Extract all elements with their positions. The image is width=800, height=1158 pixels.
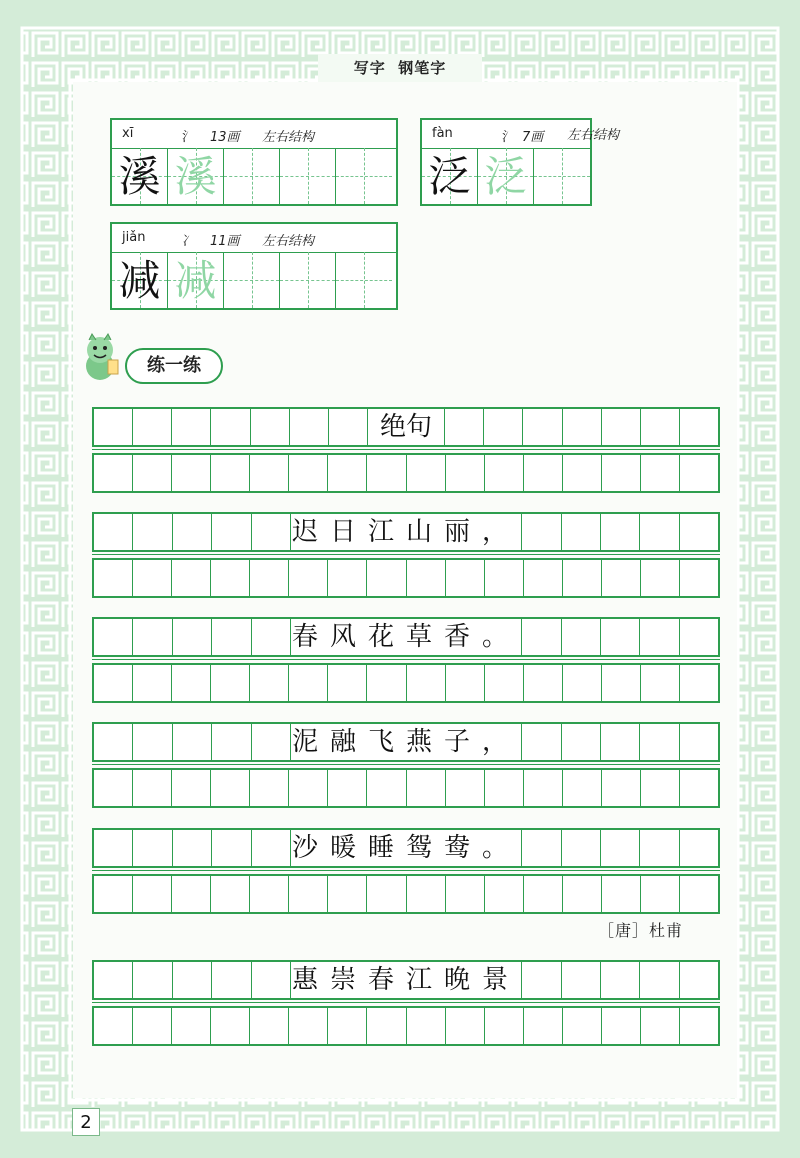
grid-cell [94,455,133,491]
grid-cell [680,409,718,445]
trace-cell [478,148,534,204]
grid-cell [601,724,640,760]
grid-cell [252,962,291,998]
guide-line [534,176,590,177]
grid-cell [407,455,446,491]
char-info-row [112,120,396,149]
grid-cell [562,619,601,655]
grid-cell [680,560,718,596]
page-number: 2 [72,1108,100,1136]
rule-line [92,449,720,450]
grid-cell [328,876,367,912]
grid-cell [94,409,133,445]
grid-cell [680,724,718,760]
rule-line [92,1002,720,1003]
poem-line-rows [92,617,720,711]
practice-section-label: 练一练 [125,348,223,384]
poem-title-rows [92,960,720,1054]
grid-cell [172,409,211,445]
grid-cell [251,409,290,445]
blank-writing-row[interactable] [92,558,720,598]
blank-cell[interactable] [224,148,280,204]
stroke-count: 7画 [522,130,544,145]
grid-cell [250,665,289,701]
guide-line [336,280,392,281]
grid-cell [290,409,329,445]
grid-cell [485,665,524,701]
poem-author: ［唐］杜甫 [598,921,684,940]
grid-cell [524,455,563,491]
grid-cell [133,619,172,655]
grid-cell [289,455,328,491]
grid-cell [211,876,250,912]
grid-cell [524,665,563,701]
grid-cell [211,455,250,491]
grid-cell [562,724,601,760]
grid-cell [446,560,485,596]
model-cell [112,252,168,308]
grid-cell [641,665,680,701]
grid-cell [640,514,679,550]
grid-cell [562,962,601,998]
grid-cell [601,830,640,866]
grid-cell [367,876,406,912]
grid-cell [94,830,133,866]
poem-title: 惠崇春江晚景 [291,962,522,998]
grid-cell [640,830,679,866]
grid-cell [211,1008,250,1044]
trace-cell [168,252,224,308]
grid-cell [680,962,718,998]
grid-cell [252,619,291,655]
grid-cell [524,1008,563,1044]
guide-line [224,176,279,177]
grid-cell [522,830,561,866]
structure: 左右结构 [262,130,315,145]
grid-cell [212,830,251,866]
grid-cell [563,770,602,806]
writing-row [92,960,720,1000]
grid-cell [94,665,133,701]
poem-line-rows [92,828,720,922]
grid-cell [602,665,641,701]
grid-cell [367,665,406,701]
grid-cell [133,724,172,760]
grid-cell [485,560,524,596]
grid-cell [563,560,602,596]
cartoon-mascot-icon [72,330,128,386]
pinyin: xī [122,126,134,141]
grid-cell [252,724,291,760]
model-cell [422,148,478,204]
blank-cell[interactable] [280,252,336,308]
grid-cell [680,1008,718,1044]
grid-cell [367,1008,406,1044]
writing-grid [112,148,396,204]
grid-cell [445,409,484,445]
grid-cell [211,409,250,445]
grid-cell [446,770,485,806]
grid-cell [446,665,485,701]
grid-cell [173,962,212,998]
grid-cell [563,409,602,445]
grid-cell [602,409,641,445]
grid-cell [329,409,368,445]
grid-cell [94,876,133,912]
grid-cell [522,724,561,760]
guide-line [280,280,335,281]
radical: 冫 [182,234,196,249]
grid-cell [641,455,680,491]
model-cell [112,148,168,204]
grid-cell [172,665,211,701]
grid-cell [563,665,602,701]
grid-cell [680,770,718,806]
writing-row [92,407,720,447]
rule-line [92,870,720,871]
grid-cell [289,1008,328,1044]
blank-writing-row[interactable] [92,663,720,703]
grid-cell [328,665,367,701]
grid-cell [250,770,289,806]
grid-cell [172,455,211,491]
grid-cell [522,514,561,550]
grid-cell [328,1008,367,1044]
guide-line [280,176,335,177]
grid-cell [562,514,601,550]
grid-cell [522,962,561,998]
grid-cell [641,770,680,806]
blank-cell[interactable] [224,252,280,308]
grid-cell [446,876,485,912]
grid-cell [640,724,679,760]
grid-cell [94,770,133,806]
radical: 氵 [502,130,516,145]
blank-cell[interactable] [280,148,336,204]
grid-cell [328,455,367,491]
grid-cell [407,665,446,701]
grid-cell [602,560,641,596]
blank-writing-row[interactable] [92,768,720,808]
trace-cell [168,148,224,204]
grid-cell [133,665,172,701]
grid-cell [289,770,328,806]
grid-cell [602,876,641,912]
blank-cell[interactable] [534,148,590,204]
grid-cell [446,1008,485,1044]
pinyin: jiǎn [122,230,146,245]
char-info-row [422,120,590,149]
grid-cell [94,560,133,596]
grid-cell [133,830,172,866]
stroke-count: 13画 [210,130,240,145]
grid-cell [641,409,680,445]
grid-cell [562,830,601,866]
grid-cell [641,876,680,912]
page-header-title: 写字 钢笔字 [318,54,482,82]
grid-cell [133,455,172,491]
grid-cell [172,876,211,912]
radical: 氵 [182,130,196,145]
grid-cell [484,409,523,445]
grid-cell [367,770,406,806]
grid-cell [173,724,212,760]
grid-cell [172,770,211,806]
writing-row [92,722,720,762]
grid-cell [172,560,211,596]
trace-char: 泛 [484,152,527,201]
grid-cell [485,1008,524,1044]
grid-cell [133,1008,172,1044]
grid-cell [252,830,291,866]
writing-grid [422,148,590,204]
grid-cell [173,619,212,655]
grid-cell [563,455,602,491]
grid-cell [133,770,172,806]
grid-cell [94,724,133,760]
rule-line [92,764,720,765]
grid-cell [172,1008,211,1044]
grid-cell [524,876,563,912]
grid-cell [250,455,289,491]
grid-cell [641,1008,680,1044]
writing-row [92,512,720,552]
grid-cell [485,770,524,806]
poem-line: 沙暖睡鸳鸯。 [291,830,522,866]
grid-cell [601,962,640,998]
grid-cell [173,830,212,866]
stroke-count: 11画 [210,234,240,249]
grid-cell [680,830,718,866]
model-char: 泛 [428,152,471,201]
grid-cell [173,514,212,550]
blank-cell[interactable] [336,148,392,204]
grid-cell [522,619,561,655]
grid-cell [252,514,291,550]
grid-cell [289,876,328,912]
blank-writing-row[interactable] [92,453,720,493]
grid-cell [133,560,172,596]
grid-cell [680,876,718,912]
grid-cell [601,619,640,655]
char-block-xi [110,118,398,206]
grid-cell [407,560,446,596]
grid-cell [94,514,133,550]
grid-cell [523,409,562,445]
grid-cell [94,962,133,998]
grid-cell [680,619,718,655]
writing-row [92,828,720,868]
structure: 左右结构 [262,234,315,249]
grid-cell [680,665,718,701]
grid-cell [524,770,563,806]
model-char: 减 [118,256,161,305]
grid-cell [680,514,718,550]
grid-cell [212,724,251,760]
grid-cell [250,1008,289,1044]
grid-cell [133,409,172,445]
rule-line [92,554,720,555]
model-char: 溪 [118,152,161,201]
grid-cell [212,619,251,655]
poem-title-rows [92,407,720,501]
grid-cell [641,560,680,596]
poem-title: 绝句 [368,409,445,445]
grid-cell [133,514,172,550]
grid-cell [602,455,641,491]
poem-line: 泥融飞燕子， [291,724,522,760]
structure: 左右结构 [567,128,620,143]
grid-cell [211,560,250,596]
grid-cell [94,1008,133,1044]
grid-cell [367,455,406,491]
grid-cell [212,962,251,998]
grid-cell [211,665,250,701]
blank-writing-row[interactable] [92,1006,720,1046]
blank-writing-row[interactable] [92,874,720,914]
grid-cell [367,560,406,596]
grid-cell [289,560,328,596]
grid-cell [250,876,289,912]
grid-cell [133,876,172,912]
grid-cell [94,619,133,655]
pinyin: fàn [432,126,453,141]
grid-cell [485,455,524,491]
grid-cell [328,770,367,806]
poem-line-rows [92,722,720,816]
grid-cell [602,1008,641,1044]
grid-cell [446,455,485,491]
grid-cell [640,962,679,998]
grid-cell [328,560,367,596]
grid-cell [680,455,718,491]
grid-cell [524,560,563,596]
grid-cell [407,770,446,806]
grid-cell [563,1008,602,1044]
grid-cell [640,619,679,655]
grid-cell [133,962,172,998]
char-info-row [112,224,396,253]
trace-char: 减 [174,256,217,305]
grid-cell [485,876,524,912]
guide-line [224,280,279,281]
writing-grid [112,252,396,308]
poem-line: 迟日江山丽， [291,514,522,550]
poem-line: 春风花草香。 [291,619,522,655]
grid-cell [289,665,328,701]
writing-row [92,617,720,657]
grid-cell [563,876,602,912]
rule-line [92,659,720,660]
trace-char: 溪 [174,152,217,201]
grid-cell [601,514,640,550]
grid-cell [212,514,251,550]
poem-line-rows [92,512,720,606]
grid-cell [602,770,641,806]
char-block-jian [110,222,398,310]
blank-cell[interactable] [336,252,392,308]
guide-line [336,176,392,177]
grid-cell [250,560,289,596]
grid-cell [407,1008,446,1044]
grid-cell [407,876,446,912]
grid-cell [211,770,250,806]
